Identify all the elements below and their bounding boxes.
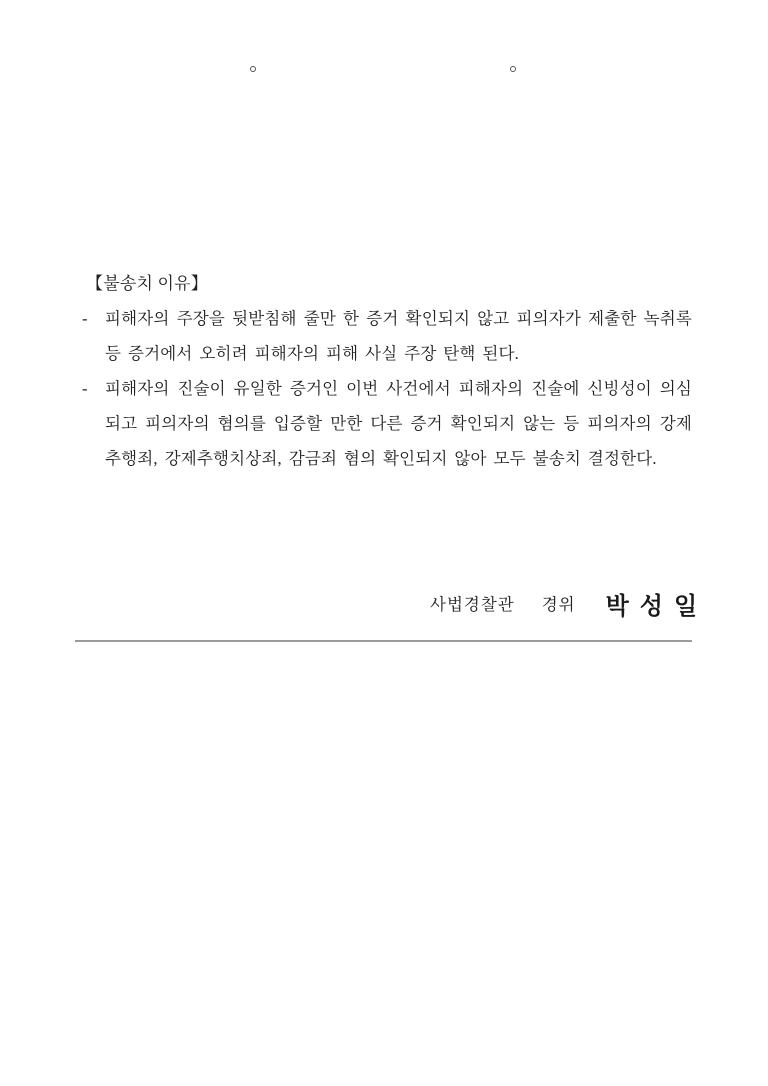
bullet-text: 피해자의 진술이 유일한 증거인 이번 사건에서 피해자의 진술에 신빙성이 의심되고 피의자의 혐의를 입증할 만한 다른 증거 확인되지 않는 등 피의자의 강제추행죄, 강제추행치상죄, 감금죄 혐의 확인되지 않아 모두 불송치 결정한다.	[105, 379, 692, 468]
ideographic-period-mark	[510, 66, 516, 72]
ideographic-period-mark	[250, 66, 256, 72]
non-referral-reason-section	[82, 266, 692, 476]
signature-row	[430, 584, 708, 622]
bullet-dash-marker: -	[82, 309, 88, 328]
bullet-text: 피해자의 주장을 뒷받침해 줄만 한 증거 확인되지 않고 피의자가 제출한 녹취록 등 증거에서 오히려 피해자의 피해 사실 주장 탄핵 된다.	[105, 309, 692, 363]
section-title: 【불송치 이유】	[86, 274, 208, 293]
bullet-dash-marker: -	[82, 379, 88, 398]
signer-role-label: 사법경찰관	[430, 595, 515, 614]
signer-name-signature: 박성일	[605, 591, 709, 620]
list-item	[82, 301, 692, 371]
footer-divider	[75, 640, 692, 642]
list-item	[82, 371, 692, 476]
signer-rank-label: 경위	[541, 595, 576, 614]
